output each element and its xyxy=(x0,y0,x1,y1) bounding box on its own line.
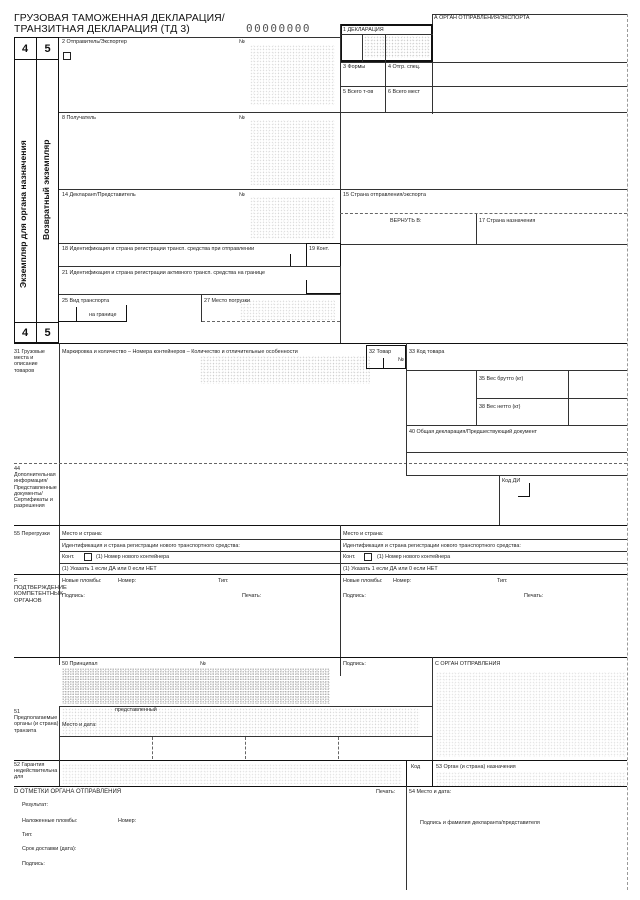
box-55-cont-right: Конт. xyxy=(343,554,356,560)
box-25-label: 25 Вид транспорта xyxy=(62,298,110,304)
box-55-cont-checkbox-left[interactable] xyxy=(84,553,92,561)
box-38-label: 38 Вес нетто (кг) xyxy=(479,404,521,410)
box-55-ident-left: Идентификация и страна регистрации нового транспортного средства: xyxy=(62,543,240,549)
box-52-label: 52 Гарантия недействительна для xyxy=(14,762,58,781)
box-15-label: 15 Страна отправления/экспорта xyxy=(343,192,426,198)
box-4-label: 4 Отгр. спец. xyxy=(388,64,421,70)
box-55-yes-right: (1) Указать 1 если ДА или 0 если НЕТ xyxy=(343,566,438,572)
box-6-label: 6 Всего мест xyxy=(388,89,420,95)
box-f-new-seals-right: Новые пломбы: xyxy=(343,578,383,584)
box-55-yes-left: (1) Указать 1 если ДА или 0 если НЕТ xyxy=(62,566,157,572)
side-vertical-text-2: Возвратный экземпляр xyxy=(41,139,51,240)
box-17-label: 17 Страна назначения xyxy=(479,218,536,224)
box-55-cont-left: Конт. xyxy=(62,554,75,560)
box-27-label: 27 Место погрузки xyxy=(204,298,250,304)
box-f-stamp-left: Печать: xyxy=(242,593,262,599)
box-f-signature-left: Подпись: xyxy=(62,593,85,599)
box-50-signature-label: Подпись: xyxy=(343,661,366,667)
copy-number-5-top: 5 xyxy=(44,43,51,55)
box-32-label: 32 Товар xyxy=(369,349,392,355)
box-31-description: Маркировка и количество – Номера контейнеров – Количество и отличительные особенности xyxy=(62,349,298,355)
box-3-label: 3 Формы xyxy=(343,64,366,70)
box-55-place-right: Место и страна: xyxy=(343,531,384,537)
box-14-number-label: № xyxy=(239,192,245,198)
box-44-label: 44 Дополнительная информация/ Представленные документы/ Сертификаты и разрешения xyxy=(14,466,57,510)
title-line-2: ТРАНЗИТНАЯ ДЕКЛАРАЦИЯ (ТД 3) xyxy=(14,24,190,35)
box-19-label: 19 Конт. xyxy=(309,246,329,252)
box-2-checkbox[interactable] xyxy=(63,52,71,60)
box-d-signature: Подпись: xyxy=(22,861,45,867)
box-d-number: Номер: xyxy=(118,818,137,824)
box-a-label: А ОРГАН ОТПРАВЛЕНИЯ/ЭКСПОРТА xyxy=(434,15,530,21)
box-32-number-label: № xyxy=(398,357,404,363)
copy-number-4-top: 4 xyxy=(21,43,29,55)
box-55-cont-number-right: (1) Номер нового контейнера xyxy=(377,554,451,560)
box-f-number-right: Номер: xyxy=(393,578,412,584)
box-52-code[interactable] xyxy=(406,760,433,786)
side-vertical-text-1: Экземпляр для органа назначения xyxy=(18,140,28,288)
box-1-label: 1 ДЕКЛАРАЦИЯ xyxy=(343,27,384,33)
title-line-1: ГРУЗОВАЯ ТАМОЖЕННАЯ ДЕКЛАРАЦИЯ/ xyxy=(14,13,225,24)
box-55-place-left: Место и страна: xyxy=(62,531,103,537)
box-50-place-date: Место и дата: xyxy=(62,722,97,728)
box-55-label: 55 Перегрузки xyxy=(14,531,50,537)
box-d-seals: Наложенные пломбы: xyxy=(22,818,78,824)
box-f-label: F ПОДТВЕРЖДЕНИЕ КОМПЕТЕНТНЫХ ОРГАНОВ xyxy=(14,578,67,604)
box-25-border-label: на границе xyxy=(89,312,117,318)
box-53-label: 53 Орган (и страна) назначения xyxy=(436,764,516,770)
form-title xyxy=(14,13,225,35)
serial-number: 00000000 xyxy=(246,22,311,35)
box-f-type-left: Тип: xyxy=(218,578,229,584)
box-14-label: 14 Декларант/Представитель xyxy=(62,192,136,198)
box-f-number-left: Номер: xyxy=(118,578,137,584)
box-55-ident-right: Идентификация и страна регистрации нового транспортного средства: xyxy=(343,543,521,549)
box-44-code-label: Код ДИ xyxy=(502,478,521,484)
box-f-signature-right: Подпись: xyxy=(343,593,366,599)
box-55-cont-checkbox-right[interactable] xyxy=(364,553,372,561)
box-50-label: 50 Принципал xyxy=(62,661,98,667)
box-d-label: D ОТМЕТКИ ОРГАНА ОТПРАВЛЕНИЯ xyxy=(14,789,122,795)
box-8-number-label: № xyxy=(239,115,245,121)
box-52-code-label: Код xyxy=(411,764,421,770)
box-5-label: 5 Всего т-ов xyxy=(343,89,374,95)
box-35-label: 35 Вес брутто (кг) xyxy=(479,376,524,382)
box-c-label: С ОРГАН ОТПРАВЛЕНИЯ xyxy=(435,661,501,667)
box-f-new-seals-left: Новые пломбы: xyxy=(62,578,102,584)
box-d-result: Результат: xyxy=(22,802,49,808)
box-d-term: Срок доставки (дата): xyxy=(22,846,77,852)
box-33-label: 33 Код товара xyxy=(409,349,445,355)
box-50-number-label: № xyxy=(200,661,206,667)
box-8-label: 8 Получатель xyxy=(62,115,96,121)
box-31-label: 31 Грузовые места и описание товаров xyxy=(14,349,45,374)
box-f-type-right: Тип: xyxy=(497,578,508,584)
box-21-label: 21 Идентификация и страна регистрации активного трансп. средства на границе xyxy=(62,270,266,276)
box-54-label: 54 Место и дата: xyxy=(409,789,452,795)
box-55-cont-number-left: (1) Номер нового контейнера xyxy=(96,554,170,560)
box-50-represented: представленный xyxy=(115,707,157,713)
box-54-signature-label: Подпись и фамилия декларанта/представителя xyxy=(420,820,540,826)
box-40-label: 40 Общая декларация/Предшествующий документ xyxy=(409,429,538,435)
copy-number-4-bottom: 4 xyxy=(21,327,29,339)
box-18-label: 18 Идентификация и страна регистрации трансп. средства при отправлении xyxy=(62,246,255,252)
box-f-stamp-right: Печать: xyxy=(524,593,544,599)
return-to-label: ВЕРНУТЬ В: xyxy=(390,218,422,224)
box-51-label: 51 Предполагаемые органы (и страна) транзита xyxy=(14,709,59,734)
box-2-number-label: № xyxy=(239,39,245,45)
box-d-stamp-label: Печать: xyxy=(376,789,396,795)
box-2-label: 2 Отправитель/Экспортер xyxy=(62,39,127,45)
copy-number-5-bottom: 5 xyxy=(44,327,51,339)
box-d-type: Тип: xyxy=(22,832,33,838)
